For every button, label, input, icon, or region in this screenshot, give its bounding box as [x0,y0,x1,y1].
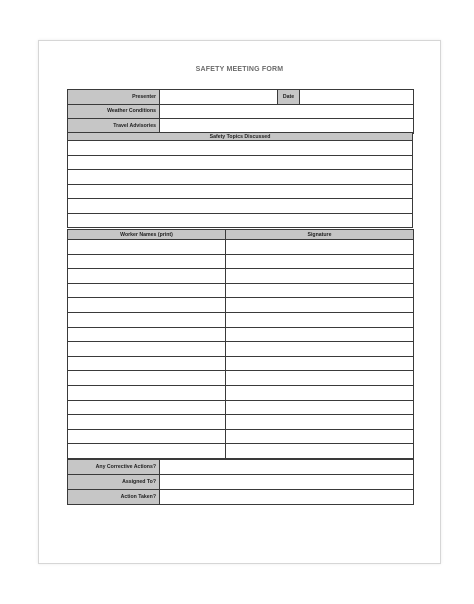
signature-field[interactable] [226,371,414,386]
topic-row [68,184,413,199]
safety-topics-table [67,132,413,228]
assigned-field[interactable] [160,475,414,490]
weather-field[interactable] [160,104,414,119]
worker-name-field[interactable] [68,254,226,269]
signature-field[interactable] [226,400,414,415]
signature-heading: Signature [226,230,414,240]
topics-rows [68,141,413,228]
presenter-row [68,90,414,105]
worker-name-field[interactable] [68,444,226,459]
worker-row [68,312,414,327]
meeting-info-table [67,89,414,134]
worker-name-field[interactable] [68,371,226,386]
signature-field[interactable] [226,283,414,298]
date-field[interactable] [300,90,414,105]
signature-field[interactable] [226,444,414,459]
taken-field[interactable] [160,490,414,505]
corrective-row [68,460,414,475]
topic-row [68,213,413,228]
assigned-row [68,475,414,490]
corrective-label: Any Corrective Actions? [68,460,160,475]
worker-row [68,400,414,415]
form-page [38,40,441,564]
worker-row [68,269,414,284]
topic-row [68,170,413,185]
worker-name-field[interactable] [68,240,226,255]
worker-signature-table [67,229,414,459]
topic-row [68,141,413,156]
signature-field[interactable] [226,254,414,269]
worker-rows [68,240,414,459]
taken-label: Action Taken? [68,490,160,505]
worker-row [68,415,414,430]
signature-field[interactable] [226,356,414,371]
worker-row [68,254,414,269]
worker-row [68,429,414,444]
topic-field[interactable] [68,184,413,199]
topic-field[interactable] [68,199,413,214]
signature-field[interactable] [226,429,414,444]
workers-header-row [68,230,414,240]
signature-field[interactable] [226,312,414,327]
worker-name-field[interactable] [68,342,226,357]
worker-name-field[interactable] [68,327,226,342]
travel-row [68,119,414,134]
worker-name-field[interactable] [68,356,226,371]
topics-heading: Safety Topics Discussed [68,133,413,141]
signature-field[interactable] [226,385,414,400]
worker-name-field[interactable] [68,385,226,400]
assigned-label: Assigned To? [68,475,160,490]
signature-field[interactable] [226,240,414,255]
weather-label: Weather Conditions [68,104,160,119]
topic-field[interactable] [68,155,413,170]
worker-row [68,385,414,400]
worker-row [68,240,414,255]
topic-field[interactable] [68,170,413,185]
worker-row [68,298,414,313]
form-title: SAFETY MEETING FORM [195,66,284,73]
signature-field[interactable] [226,342,414,357]
worker-row [68,444,414,459]
worker-name-field[interactable] [68,269,226,284]
topics-header-row [68,133,413,141]
travel-field[interactable] [160,119,414,134]
worker-row [68,327,414,342]
taken-row [68,490,414,505]
worker-name-field[interactable] [68,429,226,444]
worker-row [68,342,414,357]
worker-names-heading: Worker Names (print) [68,230,226,240]
worker-row [68,283,414,298]
worker-row [68,371,414,386]
worker-row [68,356,414,371]
presenter-label: Presenter [68,90,160,105]
presenter-field[interactable] [160,90,278,105]
signature-field[interactable] [226,327,414,342]
corrective-actions-table [67,459,414,505]
worker-name-field[interactable] [68,400,226,415]
date-label: Date [278,90,300,105]
corrective-field[interactable] [160,460,414,475]
topic-field[interactable] [68,141,413,156]
worker-name-field[interactable] [68,298,226,313]
worker-name-field[interactable] [68,415,226,430]
topic-field[interactable] [68,213,413,228]
worker-name-field[interactable] [68,312,226,327]
topic-row [68,155,413,170]
topic-row [68,199,413,214]
signature-field[interactable] [226,415,414,430]
signature-field[interactable] [226,298,414,313]
weather-row [68,104,414,119]
travel-label: Travel Advisories [68,119,160,134]
signature-field[interactable] [226,269,414,284]
worker-name-field[interactable] [68,283,226,298]
